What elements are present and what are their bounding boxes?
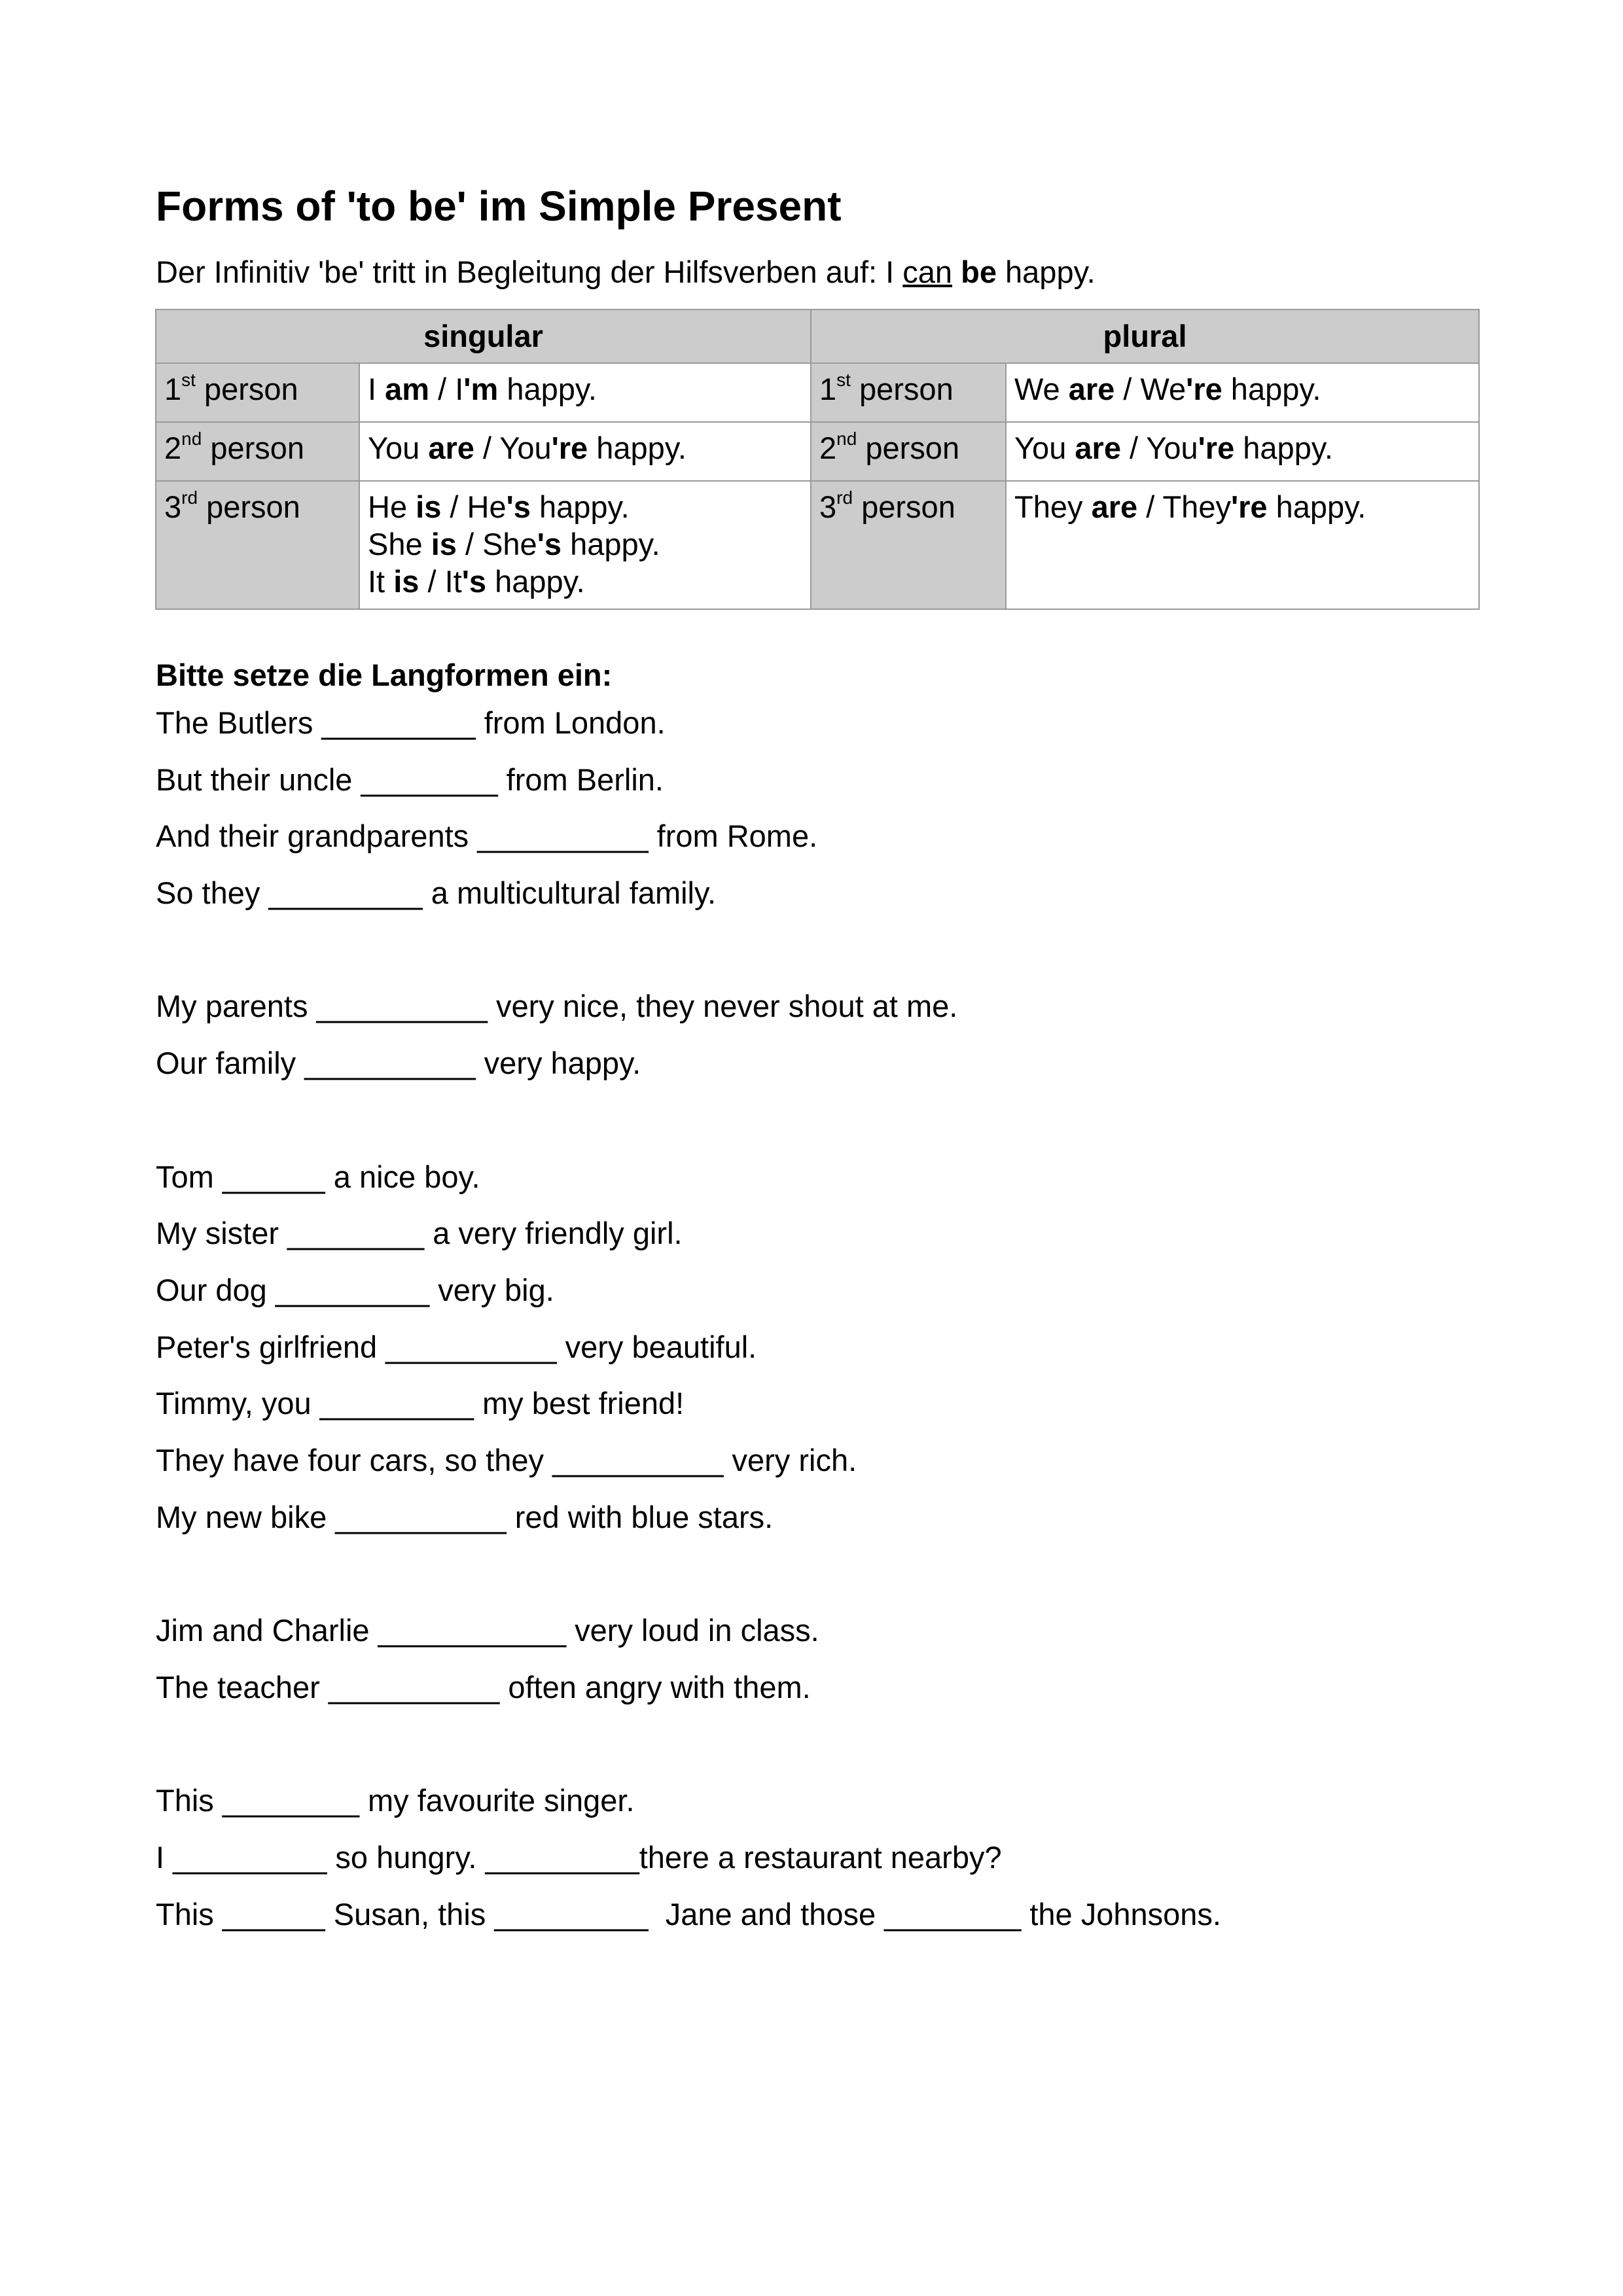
- form-example: [1014, 370, 1471, 408]
- plural-forms-cell: [1006, 363, 1479, 422]
- form-example: [1014, 488, 1471, 525]
- form-text: happy.: [1234, 431, 1333, 465]
- long-form: are: [428, 431, 474, 465]
- person-label: person: [857, 431, 960, 465]
- ordinal-suffix: nd: [181, 429, 202, 450]
- long-form: are: [1068, 372, 1115, 406]
- exercise-sentence: So they _________ a multicultural family.: [156, 875, 717, 911]
- exercise-heading: Bitte setze die Langformen ein:: [156, 658, 613, 692]
- exercise-sentence: Jim and Charlie ___________ very loud in class.: [156, 1613, 819, 1648]
- header-singular: singular: [156, 309, 811, 363]
- form-text: happy.: [530, 489, 630, 524]
- exercise-sentence: I _________ so hungry. _________there a restaurant nearby?: [156, 1839, 1002, 1875]
- form-text: / He: [441, 489, 507, 524]
- plural-person-cell: [811, 422, 1006, 481]
- short-form: 's: [506, 489, 531, 524]
- short-form: 're: [1230, 489, 1268, 524]
- short-form: 're: [551, 431, 588, 465]
- table-row: [156, 363, 1479, 422]
- form-text: / We: [1115, 372, 1186, 406]
- exercise-sentence: But their uncle ________ from Berlin.: [156, 762, 664, 797]
- long-form: is: [431, 527, 457, 561]
- form-text: I: [368, 372, 385, 406]
- exercise-section: [156, 656, 1465, 1943]
- singular-forms-cell: [359, 481, 811, 609]
- singular-forms-cell: [359, 363, 811, 422]
- ordinal-suffix: st: [181, 370, 196, 391]
- long-form: are: [1091, 489, 1138, 524]
- table-row: [156, 422, 1479, 481]
- form-text: You: [1014, 431, 1075, 465]
- form-text: He: [368, 489, 416, 524]
- plural-person-cell: [811, 481, 1006, 609]
- singular-person-cell: [156, 481, 359, 609]
- short-form: 're: [1186, 372, 1222, 406]
- form-text: They: [1014, 489, 1092, 524]
- person-label: person: [198, 489, 300, 524]
- intro-text: Der Infinitiv 'be' tritt in Begleitung der Hilfsverben auf: I: [156, 255, 903, 289]
- exercise-sentence: And their grandparents __________ from Rome.: [156, 819, 818, 854]
- long-form: are: [1075, 431, 1121, 465]
- intro-space: [952, 255, 961, 289]
- form-text: / You: [1120, 431, 1198, 465]
- ordinal-suffix: nd: [836, 429, 857, 450]
- person-number: 2: [164, 431, 182, 465]
- plural-forms-cell: [1006, 481, 1479, 609]
- long-form: is: [393, 564, 419, 599]
- form-text: / They: [1137, 489, 1231, 524]
- person-number: 1: [819, 372, 837, 406]
- form-example: [368, 488, 802, 525]
- to-be-forms-table: [155, 309, 1480, 610]
- form-example: [368, 525, 802, 563]
- short-form: 's: [461, 564, 487, 599]
- form-example: [368, 370, 802, 408]
- exercise-sentence: My parents __________ very nice, they never shout at me.: [156, 989, 958, 1024]
- form-text: happy.: [498, 372, 597, 406]
- exercise-sentence: They have four cars, so they __________ very rich.: [156, 1442, 857, 1477]
- form-text: She: [368, 527, 431, 561]
- exercise-sentence: My new bike __________ red with blue stars.: [156, 1499, 774, 1534]
- person-number: 1: [164, 372, 182, 406]
- singular-person-cell: [156, 363, 359, 422]
- form-text: happy.: [1222, 372, 1321, 406]
- exercise-sentence: Peter's girlfriend __________ very beautiful.: [156, 1329, 757, 1364]
- form-text: / It: [419, 564, 462, 599]
- form-text: / You: [474, 431, 552, 465]
- form-text: It: [368, 564, 394, 599]
- ordinal-suffix: rd: [836, 487, 853, 508]
- form-example: [1014, 429, 1471, 467]
- exercise-sentence: The teacher __________ often angry with them.: [156, 1669, 811, 1704]
- plural-person-cell: [811, 363, 1006, 422]
- singular-forms-cell: [359, 422, 811, 481]
- person-label: person: [853, 489, 955, 524]
- person-label: person: [202, 431, 305, 465]
- form-text: happy.: [486, 564, 585, 599]
- form-text: happy.: [562, 527, 660, 561]
- person-number: 3: [819, 489, 837, 524]
- form-text: happy.: [588, 431, 687, 465]
- intro-infinitive: be: [961, 255, 997, 289]
- person-number: 2: [819, 431, 837, 465]
- header-plural: plural: [811, 309, 1479, 363]
- form-text: happy.: [1267, 489, 1366, 524]
- long-form: is: [416, 489, 442, 524]
- exercise-sentence: My sister ________ a very friendly girl.: [156, 1216, 683, 1251]
- exercise-sentence: The Butlers _________ from London.: [156, 705, 666, 740]
- ordinal-suffix: rd: [181, 487, 198, 508]
- exercise-sentence: Tom ______ a nice boy.: [156, 1159, 480, 1194]
- plural-forms-cell: [1006, 422, 1479, 481]
- form-text: We: [1014, 372, 1069, 406]
- ordinal-suffix: st: [836, 370, 851, 391]
- page-title: Forms of 'to be' im Simple Present: [156, 183, 842, 230]
- intro-modal-verb: can: [902, 255, 953, 289]
- short-form: 're: [1198, 431, 1235, 465]
- exercise-sentence: This ______ Susan, this _________ Jane and those ________ the Johnsons.: [156, 1896, 1221, 1932]
- intro-text-end: happy.: [996, 255, 1096, 289]
- intro-sentence: [156, 256, 1096, 287]
- person-label: person: [195, 372, 298, 406]
- short-form: 'm: [463, 372, 499, 406]
- form-example: [368, 429, 802, 467]
- form-example: [368, 563, 802, 600]
- table-row: [156, 481, 1479, 609]
- table-header-row: [156, 309, 1479, 363]
- exercise-sentence: This ________ my favourite singer.: [156, 1783, 635, 1818]
- singular-person-cell: [156, 422, 359, 481]
- exercise-lines: [156, 695, 1465, 1943]
- form-text: / I: [429, 372, 464, 406]
- person-number: 3: [164, 489, 182, 524]
- exercise-sentence: Our family __________ very happy.: [156, 1046, 641, 1081]
- exercise-sentence: Timmy, you _________ my best friend!: [156, 1386, 685, 1421]
- form-text: / She: [456, 527, 537, 561]
- form-text: You: [368, 431, 429, 465]
- person-label: person: [850, 372, 954, 406]
- short-form: 's: [537, 527, 562, 561]
- long-form: am: [385, 372, 430, 406]
- exercise-sentence: Our dog _________ very big.: [156, 1272, 554, 1307]
